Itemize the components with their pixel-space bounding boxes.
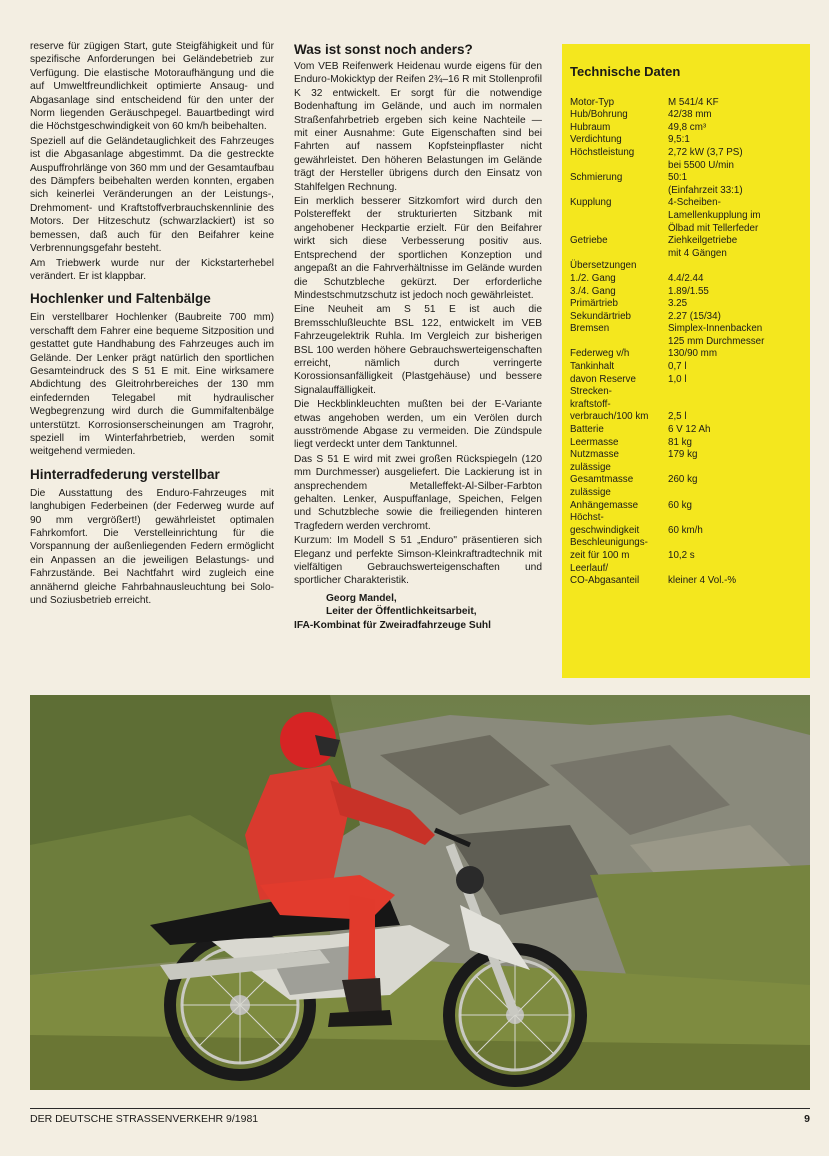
spec-value: 0,7 l: [668, 361, 687, 373]
spec-row: [570, 348, 802, 361]
spec-label: Schmierung: [570, 172, 623, 184]
page-number: 9: [804, 1113, 810, 1125]
paragraph: Die Heckblinkleuchten mußten bei der E-Variante etwas angehoben werden, um ein Verölen durch ausströmende Abgase zu vermeiden. Die Zündspule liegt verdeckt unter dem Tanktunnel.: [294, 399, 542, 451]
spec-value: 260 kg: [668, 474, 698, 486]
spec-label: Getriebe: [570, 235, 608, 247]
publication-name: DER DEUTSCHE STRASSENVERKEHR 9/1981: [30, 1113, 259, 1125]
technical-data-title: Technische Daten: [570, 64, 681, 79]
paragraph: Kurzum: Im Modell S 51 „Enduro" präsentieren sich Eleganz und perfekte Simson-Kleinkraftradtechnik mit vielfältigen Gebrauchswerteigenschaften und sportlicher Charakteristik.: [294, 535, 542, 587]
article-column-left: [30, 40, 274, 608]
spec-value: 2,72 kW (3,7 PS) bei 5500 U/min: [668, 146, 743, 171]
spec-row: [570, 172, 802, 197]
spec-label: Nutzmasse: [570, 449, 619, 461]
spec-value: 81 kg: [668, 436, 692, 448]
technical-data-box: [562, 44, 810, 678]
spec-row: [570, 437, 802, 450]
motorcycle-illustration: [30, 695, 810, 1090]
spec-value: 42/38 mm: [668, 109, 712, 121]
paragraph: Am Triebwerk wurde nur der Kickstarterhebel verändert. Er ist klappbar.: [30, 257, 274, 282]
spec-label: 1./2. Gang: [570, 272, 616, 284]
spec-label: Höchst- geschwindigkeit: [570, 512, 640, 536]
spec-row: [570, 122, 802, 135]
spec-row: [570, 147, 802, 172]
spec-label: Tankinhalt: [570, 361, 615, 373]
spec-value: 60 km/h: [668, 524, 703, 536]
spec-label: 3./4. Gang: [570, 285, 616, 297]
spec-label: davon Reserve: [570, 373, 636, 385]
motorcycle-photo: [30, 695, 810, 1090]
spec-row: [570, 537, 802, 562]
spec-value: 6 V 12 Ah: [668, 424, 711, 436]
spec-value: Simplex-Innenbacken 125 mm Durchmesser: [668, 323, 765, 347]
spec-label: Hubraum: [570, 121, 611, 133]
spec-row: [570, 197, 802, 235]
spec-row: [570, 386, 802, 424]
section-heading: Hinterradfederung verstellbar: [30, 466, 220, 482]
spec-label: Strecken- kraftstoff- verbrauch/100 km: [570, 386, 649, 423]
spec-label: Sekundärtrieb: [570, 310, 631, 322]
spec-label: Kupplung: [570, 197, 612, 209]
spec-value: 50:1 (Einfahrzeit 33:1): [668, 172, 743, 196]
spec-row: [570, 424, 802, 437]
spec-label: Hub/Bohrung: [570, 109, 628, 121]
spec-label: Batterie: [570, 424, 604, 436]
paragraph: Ein merklich besserer Sitzkomfort wird durch den Polstereffekt der strukturierten Sitzbank mit angehobener Heckpartie erzielt. Für den Beifahrer wirkt sich diese Verbesserung positiv aus. Entsprechend der sportlichen Konzeption und angepaßt an die Fahrverhältnisse im Gelände wurden die Schutzbleche gekürzt. Der erforderliche Mindestschmutzschutz ist jedoch noch gewährleistet.: [294, 196, 542, 301]
spec-value: Ziehkeilgetriebe mit 4 Gängen: [668, 235, 738, 259]
spec-label: Beschleunigungs- zeit für 100 m: [570, 537, 648, 561]
author-organization: IFA-Kombinat für Zweiradfahrzeuge Suhl: [294, 619, 491, 631]
spec-value: 9,5:1: [668, 134, 690, 146]
spec-value: 4.4/2.44: [668, 272, 704, 284]
spec-label: Verdichtung: [570, 134, 622, 146]
spec-row: [570, 109, 802, 122]
page-footer: [30, 1108, 810, 1125]
spec-value: 2,5 l: [668, 411, 687, 423]
spec-value: 3.25: [668, 298, 688, 310]
author-title: Leiter der Öffentlichkeitsarbeit,: [326, 606, 477, 618]
spec-label: Übersetzungen: [570, 260, 637, 272]
paragraph: reserve für zügigen Start, gute Steigfähigkeit und für spezifische Anforderungen bei Geländebetrieb zur Verfügung. Die elastische Motoraufhängung und die auf Umweltfreundlichkeit optimierte Ansaug- und Abgasanlage sind entscheidend für den unter der Norm liegenden Geräuschpegel. Bauartbedingt wird die Höchstgeschwindigkeit von 60 km/h beibehalten.: [30, 41, 274, 133]
spec-row: [570, 512, 802, 537]
spec-row: [570, 449, 802, 462]
article-column-middle: [294, 40, 542, 632]
spec-row: [570, 97, 802, 110]
spec-value: 1,0 l: [668, 373, 687, 385]
paragraph: Das S 51 E wird mit zwei großen Rückspiegeln (120 mm Durchmesser) ausgeliefert. Die Lackierung ist in ansprechendem Metalleffekt-Al-Silber-Farbton gehalten. Lenker, Auspuffanlage, Speichen, Felgen und Schutzbleche sowie die freiliegenden hinteren Tragfedern werden verchromt.: [294, 453, 542, 532]
section-heading: Hochlenker und Faltenbälge: [30, 291, 211, 307]
paragraph: Die Ausstattung des Enduro-Fahrzeuges mit langhubigen Federbeinen (der Federweg wurde auf 90 mm vergrößert!) gewährleistet optimalen Fahrkomfort. Die Verstelleinrichtung für die Vorspannung der außenliegenden Federn ermöglicht ein Anpassen an die jeweiligen Belastungs- und Fahrzustände. Bei Nachtfahrt wird zugleich eine annähernd gleiche Fahrbahnausleuchtung bei Solo- und Soziusbetrieb erreicht.: [30, 487, 274, 607]
spec-value: kleiner 4 Vol.-%: [668, 575, 737, 587]
author-name: Georg Mandel,: [326, 592, 397, 604]
spec-value: 60 kg: [668, 499, 692, 511]
spec-label: zulässige Gesamtmasse: [570, 461, 634, 486]
spec-label: Primärtrieb: [570, 298, 618, 310]
paragraph: Vom VEB Reifenwerk Heidenau wurde eigens für den Enduro-Mokicktyp der Reifen 2¾–16 R mit Stollenprofil K 32 entwickelt. Er sorgt für die notwendige Bodenhaftung im Gelände, und auch im normalen Straßenfahrbetrieb ergeben sich keine Nachteile — mit einer Ausnahme: Gute Eigenschaften sind bei Fahrten auf nassem Kopfsteinpflaster nicht gewährleistet. Den höheren Belastungen im Gelände trägt der Hersteller übrigens durch den Einsatz von Stahlfelgen Rechnung.: [294, 61, 543, 193]
spec-row: [570, 260, 802, 273]
spec-label: Leermasse: [570, 436, 619, 448]
author-signature: [294, 592, 542, 632]
spec-row: [570, 298, 802, 311]
spec-row: [570, 134, 802, 147]
spec-value: [668, 260, 802, 273]
spec-value: M 541/4 KF: [668, 96, 719, 108]
spec-row: [570, 563, 802, 588]
spec-row: [570, 235, 802, 260]
spec-row: [570, 487, 802, 512]
paragraph: Ein verstellbarer Hochlenker (Baubreite 700 mm) verschafft dem Fahrer eine bequeme Sitzposition und gestattet gute Handhabung des Fahrzeuges auch im Gelände. Der Lenker prägt natürlich den sportlichen Gesamteindruck des S 51 E mit. Eine wirksamere Abdichtung des Gleitrohrbereiches der 130 mm einfedernden Telegabel mit hydraulischer Wegbegrenzung wird durch die Gummifaltenbälge unterstützt. Korrosionserscheinungen am Tragrohr, speziell im Winterfahrbetrieb, werden somit weitgehend vermieden.: [30, 312, 274, 458]
spec-list: [570, 97, 802, 588]
spec-label: Bremsen: [570, 323, 610, 335]
spec-label: Höchstleistung: [570, 146, 635, 158]
spec-value: 1.89/1.55: [668, 285, 709, 297]
spec-row: [570, 286, 802, 299]
spec-label: Federweg v/h: [570, 348, 630, 360]
paragraph: Speziell auf die Geländetauglichkeit des Fahrzeuges ist die Abgasanlage abgestimmt. Da die gestreckte Auspuffrohrlänge von 360 mm und der Gesamtaufbau des Dämpfers beibehalten werden konnten, ergaben sich keinerlei Veränderungen an der Leistungs-, Drehmoment- und Kraftstoffverbrauchskennlinie des Motors. Der Hitzeschutz (schwarzlackiert) ist so bemessen, daß auch für den Beifahrer keine Verbrennungsgefahr besteht.: [30, 135, 274, 255]
spec-value: 179 kg: [668, 449, 698, 461]
section-heading: Was ist sonst noch anders?: [294, 42, 473, 57]
spec-value: 130/90 mm: [668, 348, 718, 360]
spec-row: [570, 323, 802, 348]
spec-row: [570, 374, 802, 387]
spec-value: 2.27 (15/34): [668, 310, 721, 322]
spec-label: zulässige Anhängemasse: [570, 487, 639, 511]
spec-value: 10,2 s: [668, 549, 695, 561]
paragraph: Eine Neuheit am S 51 E ist auch die Bremsschlußleuchte BSL 122, entwickelt im VEB Fahrzeugelektrik Ruhla. Im Vergleich zur bisherigen BSL 100 werden höhere Gebrauchswerteigenschaften erreicht, nämlich durch verringerte Korossionsanfälligkeit (Plastgehäuse) und bessere Signalauffälligkeit.: [294, 304, 542, 396]
spec-row: [570, 273, 802, 286]
spec-value: 49,8 cm³: [668, 121, 707, 133]
spec-value: 4-Scheiben- Lamellenkupplung im Ölbad mit Tellerfeder: [668, 197, 761, 234]
spec-label: Motor-Typ: [570, 96, 615, 108]
spec-row: [570, 311, 802, 324]
spec-row: [570, 462, 802, 487]
spec-row: [570, 361, 802, 374]
spec-label: Leerlauf/ CO-Abgasanteil: [570, 562, 640, 587]
